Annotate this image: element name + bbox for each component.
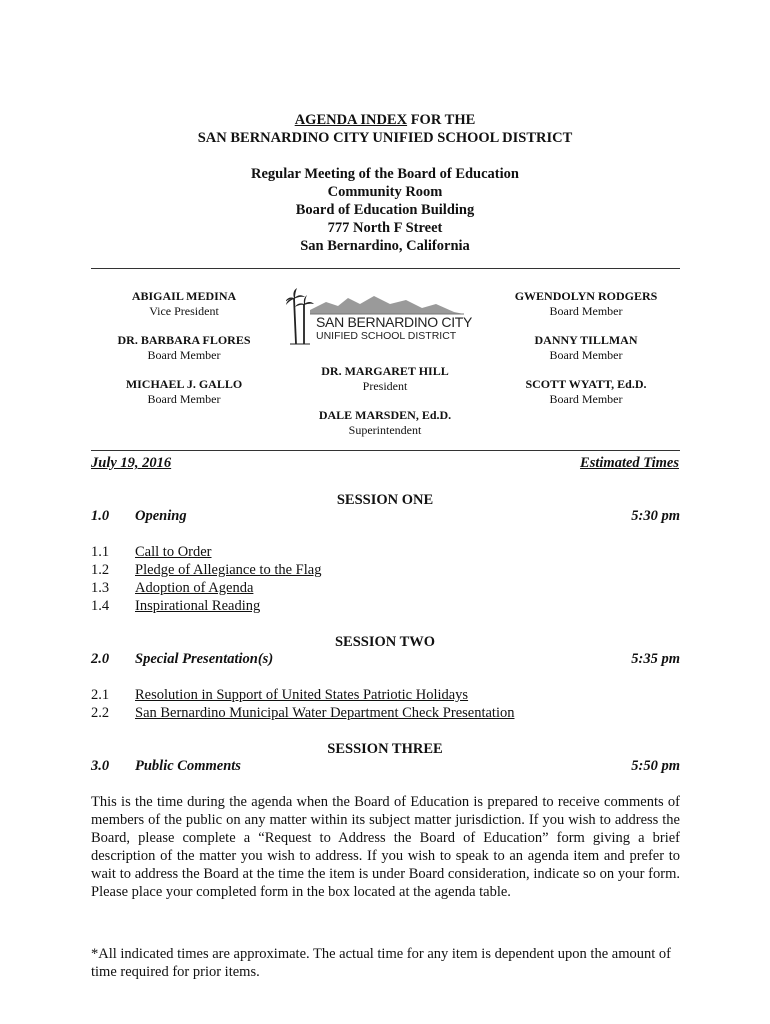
- section-time: 5:30 pm: [631, 508, 680, 524]
- board-member: [486, 332, 686, 363]
- item-link[interactable]: Pledge of Allegiance to the Flag: [135, 562, 322, 578]
- agenda-item[interactable]: [91, 561, 321, 579]
- item-link[interactable]: San Bernardino Municipal Water Department Check Presentation: [135, 705, 515, 721]
- agenda-title: [0, 111, 770, 129]
- agenda-item[interactable]: [91, 543, 212, 561]
- board-member-name: GWENDOLYN RODGERS: [514, 289, 658, 303]
- item-number: 2.1: [91, 687, 110, 703]
- agenda-title-rest: FOR THE: [407, 112, 476, 128]
- board-member-role: Superintendent: [348, 423, 422, 437]
- district-logo: [286, 284, 473, 350]
- meeting-line: Board of Education Building: [295, 202, 475, 218]
- meeting-line: Regular Meeting of the Board of Education: [251, 166, 519, 182]
- header-divider: [91, 268, 680, 269]
- item-number: 2.2: [91, 705, 110, 721]
- board-member-name: SCOTT WYATT, Ed.D.: [525, 377, 647, 391]
- section-time: 5:50 pm: [631, 758, 680, 774]
- board-member-name: DR. MARGARET HILL: [321, 364, 449, 378]
- board-member-name: DALE MARSDEN, Ed.D.: [318, 408, 452, 422]
- item-number: 1.3: [91, 580, 110, 596]
- board-member-name: DR. BARBARA FLORES: [117, 333, 251, 347]
- board-member-name: DANNY TILLMAN: [534, 333, 638, 347]
- item-number: 1.4: [91, 598, 110, 614]
- board-member-role: Board Member: [549, 348, 623, 362]
- logo-text-line1: SAN BERNARDINO CITY: [316, 314, 473, 330]
- agenda-item[interactable]: [91, 597, 260, 615]
- public-comments-paragraph: This is the time during the agenda when the Board of Education is prepared to receive comments of members of the public on any matter within its subject matter jurisdiction. If you wish to address the Board, please complete a “Request to Address the Board of Education” form giving a brief description of the matter you wish to address. If you wish to speak to an agenda item and prefer to wait to address the Board at the time the item is under Board consideration, indicate so on your form. Please place your completed form in the box located at the agenda table.: [91, 794, 680, 900]
- estimated-times-label: Estimated Times: [580, 455, 679, 471]
- item-link[interactable]: Call to Order: [135, 544, 212, 560]
- board-member: [285, 407, 485, 438]
- meeting-line: San Bernardino, California: [300, 238, 470, 254]
- board-member-role: President: [362, 379, 408, 393]
- session-heading: SESSION THREE: [327, 741, 443, 757]
- item-number: 1.1: [91, 544, 110, 560]
- section-title: Special Presentation(s): [135, 651, 274, 667]
- item-link[interactable]: Adoption of Agenda: [135, 580, 254, 596]
- board-member: [486, 288, 686, 319]
- logo-text-line2: UNIFIED SCHOOL DISTRICT: [316, 330, 457, 342]
- footnote: *All indicated times are approximate. The actual time for any item is dependent upon the amount of time required for prior items.: [91, 946, 671, 980]
- board-member-role: Board Member: [549, 392, 623, 406]
- board-member: [84, 288, 284, 319]
- item-link[interactable]: Inspirational Reading: [135, 598, 261, 614]
- board-member-role: Vice President: [149, 304, 219, 318]
- section-title: Public Comments: [135, 758, 241, 774]
- board-member-role: Board Member: [147, 392, 221, 406]
- session-heading: SESSION ONE: [336, 492, 434, 508]
- board-member-name: MICHAEL J. GALLO: [125, 377, 243, 391]
- meeting-line: 777 North F Street: [327, 220, 443, 236]
- board-member-role: Board Member: [147, 348, 221, 362]
- agenda-item[interactable]: [91, 579, 253, 597]
- session-heading: SESSION TWO: [334, 634, 436, 650]
- board-divider: [91, 450, 680, 451]
- section-number: 1.0: [91, 508, 110, 524]
- section-number: 2.0: [91, 651, 110, 667]
- board-member: [84, 376, 284, 407]
- item-number: 1.2: [91, 562, 110, 578]
- agenda-item[interactable]: [91, 686, 468, 704]
- district-name: SAN BERNARDINO CITY UNIFIED SCHOOL DISTRICT: [197, 130, 573, 146]
- board-member: [285, 363, 485, 394]
- section-title: Opening: [135, 508, 187, 524]
- meeting-line: Community Room: [327, 184, 443, 200]
- board-member: [84, 332, 284, 363]
- agenda-title-underlined: AGENDA INDEX: [294, 112, 408, 128]
- section-time: 5:35 pm: [631, 651, 680, 667]
- section-number: 3.0: [91, 758, 110, 774]
- board-member: [486, 376, 686, 407]
- board-member-role: Board Member: [549, 304, 623, 318]
- agenda-item[interactable]: [91, 704, 515, 722]
- board-member-name: ABIGAIL MEDINA: [131, 289, 237, 303]
- meeting-date: July 19, 2016: [91, 455, 172, 471]
- item-link[interactable]: Resolution in Support of United States Patriotic Holidays: [135, 687, 469, 703]
